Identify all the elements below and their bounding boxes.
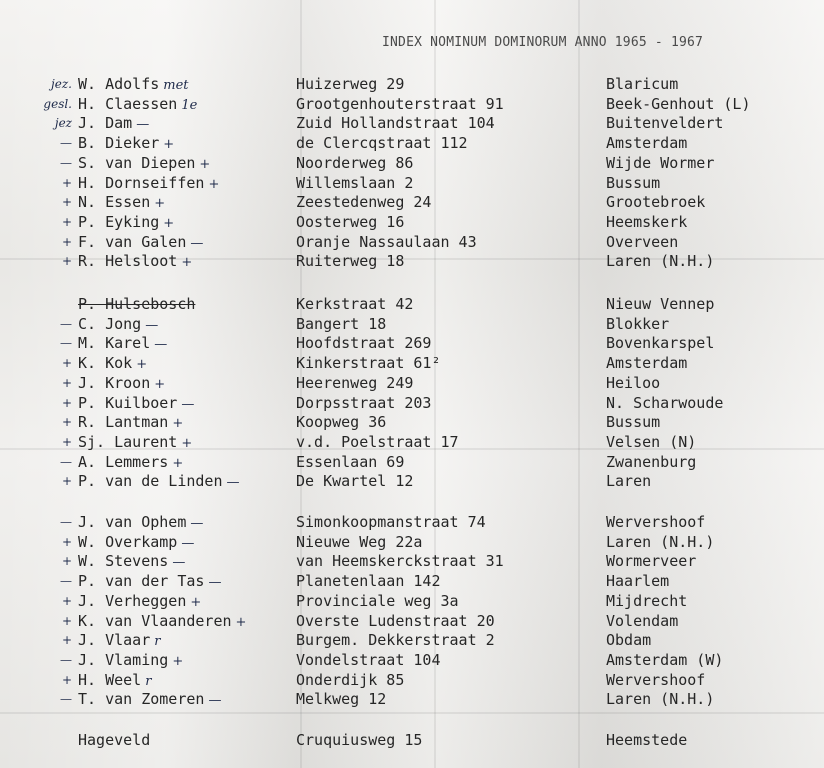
- street-address: Melkweg 12: [296, 690, 387, 709]
- handwritten-mark: +: [61, 613, 72, 628]
- city-name: Bussum: [606, 173, 661, 192]
- person-name-text: J. Verheggen: [78, 591, 187, 610]
- list-entry: [0, 294, 824, 314]
- street-address: Zuid Hollandstraat 104: [296, 114, 495, 133]
- handwritten-mark: +: [61, 195, 72, 210]
- city-name: Beek-Genhout (L): [606, 94, 751, 113]
- list-entry: [0, 251, 824, 271]
- person-name-text: Hageveld: [78, 731, 151, 749]
- list-entry: [0, 432, 824, 452]
- list-entry: [0, 611, 824, 631]
- handwritten-mark: —: [60, 316, 72, 331]
- city-name: Heemskerk: [606, 212, 688, 231]
- person-name-text: T. van Zomeren: [78, 690, 205, 709]
- handwritten-annotation: —: [208, 693, 222, 709]
- handwritten-mark: —: [60, 692, 72, 707]
- street-address: Ruiterweg 18: [296, 252, 405, 271]
- person-name: [78, 532, 194, 554]
- person-name-text: Sj. Laurent: [78, 432, 178, 451]
- list-entry: [0, 314, 824, 334]
- street-address: Koopweg 36: [296, 413, 387, 432]
- list-entry: [0, 412, 824, 432]
- city-name: Wervershoof: [606, 670, 706, 689]
- handwritten-annotation: +: [181, 435, 193, 451]
- city-name: N. Scharwoude: [606, 393, 724, 412]
- person-name: [78, 333, 167, 355]
- list-entry: [0, 393, 824, 413]
- handwritten-mark: jez: [54, 116, 72, 131]
- person-name: [78, 571, 221, 593]
- person-name-text: P. Hulsebosch: [78, 295, 196, 313]
- handwritten-annotation: —: [136, 117, 150, 133]
- person-name: [78, 512, 203, 534]
- person-name-text: P. Eyking: [78, 212, 160, 231]
- street-address: Bangert 18: [296, 314, 387, 333]
- person-name: [78, 611, 246, 633]
- person-name-text: W. Stevens: [78, 552, 169, 571]
- city-name: Wijde Wormer: [606, 153, 715, 172]
- person-name: [78, 689, 221, 711]
- city-name: Velsen (N): [606, 432, 697, 451]
- person-name: [78, 353, 147, 375]
- handwritten-mark: +: [61, 672, 72, 687]
- person-name-text: C. Jong: [78, 314, 142, 333]
- person-name-text: R. Helsloot: [78, 252, 178, 271]
- list-entry: [0, 113, 824, 133]
- handwritten-annotation: —: [172, 555, 186, 571]
- person-name: [78, 314, 158, 336]
- list-entry: [0, 532, 824, 552]
- city-name: Blaricum: [606, 75, 679, 93]
- person-name-text: H. Claessen: [78, 94, 178, 113]
- person-name-text: J. Kroon: [78, 373, 151, 392]
- person-name: [78, 133, 174, 155]
- handwritten-mark: jez.: [51, 77, 72, 91]
- person-name-text: P. van de Linden: [78, 472, 223, 491]
- person-name: [78, 650, 183, 672]
- handwritten-annotation: —: [181, 535, 195, 551]
- list-entry: [0, 212, 824, 232]
- document-header: INDEX NOMINUM DOMINORUM ANNO 1965 - 1967: [382, 35, 704, 50]
- list-entry: [0, 571, 824, 591]
- list-entry: [0, 373, 824, 393]
- street-address: Provinciale weg 3a: [296, 591, 459, 610]
- city-name: Zwanenburg: [606, 452, 697, 471]
- handwritten-mark: —: [60, 652, 72, 667]
- handwritten-annotation: +: [163, 215, 175, 231]
- handwritten-annotation: +: [172, 455, 184, 471]
- handwritten-annotation: —: [226, 475, 240, 491]
- list-entry: [0, 512, 824, 532]
- person-name: [78, 232, 203, 254]
- person-name: [78, 74, 189, 96]
- handwritten-annotation: r: [145, 673, 152, 689]
- handwritten-mark: +: [61, 395, 72, 410]
- street-address: Onderdijk 85: [296, 670, 405, 689]
- handwritten-annotation: +: [172, 653, 184, 669]
- street-address: Willemslaan 2: [296, 173, 414, 192]
- street-address: Grootgenhouterstraat 91: [296, 94, 504, 113]
- handwritten-mark: +: [61, 474, 72, 489]
- person-name: [78, 153, 210, 175]
- street-address: Overste Ludenstraat 20: [296, 611, 495, 630]
- person-name: [78, 412, 183, 434]
- list-entry: [0, 173, 824, 193]
- person-name: [78, 113, 149, 135]
- list-entry: [0, 94, 824, 114]
- city-name: Heemstede: [606, 731, 688, 749]
- person-name: [78, 551, 185, 573]
- list-entry: [0, 74, 824, 94]
- street-address: van Heemskerckstraat 31: [296, 552, 504, 571]
- street-address: Huizerweg 29: [296, 75, 405, 93]
- city-name: Amsterdam (W): [606, 650, 724, 669]
- handwritten-annotation: +: [163, 137, 175, 153]
- list-entry: [0, 353, 824, 373]
- handwritten-annotation: met: [163, 78, 189, 93]
- handwritten-mark: +: [61, 356, 72, 371]
- list-entry: [0, 232, 824, 252]
- list-entry: [0, 133, 824, 153]
- fold-line: [0, 712, 824, 714]
- city-name: Obdam: [606, 631, 652, 650]
- handwritten-mark: —: [60, 155, 72, 170]
- handwritten-annotation: —: [154, 337, 168, 353]
- street-address: de Clercqstraat 112: [296, 134, 468, 153]
- street-address: Planetenlaan 142: [296, 572, 441, 591]
- handwritten-mark: —: [60, 454, 72, 469]
- handwritten-annotation: +: [136, 357, 148, 373]
- list-entry: [0, 650, 824, 670]
- street-address: Burgem. Dekkerstraat 2: [296, 631, 495, 650]
- person-name: [78, 630, 160, 652]
- street-address: Cruquiusweg 15: [296, 731, 423, 749]
- person-name: [78, 192, 165, 214]
- street-address: Simonkoopmanstraat 74: [296, 513, 486, 531]
- handwritten-mark: +: [61, 175, 72, 190]
- list-entry: [0, 689, 824, 709]
- list-entry: [0, 471, 824, 491]
- person-name: [78, 94, 197, 116]
- street-address: De Kwartel 12: [296, 472, 414, 491]
- city-name: Overveen: [606, 232, 679, 251]
- city-name: Bussum: [606, 413, 661, 432]
- street-address: Kinkerstraat 61²: [296, 354, 441, 373]
- person-name-text: J. Vlaming: [78, 650, 169, 669]
- person-name-text: W. Overkamp: [78, 532, 178, 551]
- city-name: Laren (N.H.): [606, 690, 715, 709]
- person-name-text: M. Karel: [78, 334, 151, 353]
- city-name: Laren (N.H.): [606, 252, 715, 271]
- street-address: Hoofdstraat 269: [296, 334, 432, 353]
- handwritten-mark: +: [61, 633, 72, 648]
- person-name-text: J. Dam: [78, 114, 133, 133]
- street-address: Noorderweg 86: [296, 153, 414, 172]
- person-name-text: K. van Vlaanderen: [78, 611, 232, 630]
- street-address: Dorpsstraat 203: [296, 393, 432, 412]
- handwritten-annotation: —: [181, 396, 195, 412]
- person-name-text: B. Dieker: [78, 134, 160, 153]
- list-entry: [0, 551, 824, 571]
- person-name-text: H. Weel: [78, 670, 142, 689]
- city-name: Bovenkarspel: [606, 334, 715, 353]
- person-name: [78, 294, 199, 316]
- city-name: Amsterdam: [606, 354, 688, 373]
- person-name-text: S. van Diepen: [78, 153, 196, 172]
- city-name: Wormerveer: [606, 552, 697, 571]
- list-entry: [0, 670, 824, 690]
- city-name: Grootebroek: [606, 193, 706, 212]
- handwritten-annotation: +: [154, 376, 166, 392]
- person-name-text: P. van der Tas: [78, 572, 205, 591]
- handwritten-annotation: 1e: [181, 97, 198, 113]
- person-name: [78, 730, 154, 752]
- street-address: Oosterweg 16: [296, 212, 405, 231]
- handwritten-mark: +: [61, 434, 72, 449]
- city-name: Mijdrecht: [606, 591, 688, 610]
- person-name: [78, 452, 183, 474]
- list-entry: [0, 452, 824, 472]
- handwritten-mark: +: [61, 234, 72, 249]
- handwritten-annotation: +: [208, 176, 220, 192]
- street-address: Essenlaan 69: [296, 452, 405, 471]
- city-name: Wervershoof: [606, 513, 706, 531]
- handwritten-annotation: +: [199, 156, 211, 172]
- person-name-text: W. Adolfs: [78, 75, 160, 93]
- city-name: Amsterdam: [606, 134, 688, 153]
- person-name-text: P. Kuilboer: [78, 393, 178, 412]
- handwritten-mark: —: [60, 515, 72, 529]
- street-address: Heerenweg 249: [296, 373, 414, 392]
- handwritten-mark: +: [61, 593, 72, 608]
- handwritten-mark: gesl.: [43, 96, 72, 111]
- person-name: [78, 373, 165, 395]
- person-name: [78, 432, 192, 454]
- handwritten-mark: +: [61, 375, 72, 390]
- person-name-text: K. Kok: [78, 354, 133, 373]
- handwritten-annotation: —: [145, 317, 159, 333]
- list-entry: [0, 591, 824, 611]
- city-name: Laren: [606, 472, 652, 491]
- handwritten-annotation: +: [190, 594, 202, 610]
- person-name: [78, 173, 219, 195]
- person-name: [78, 670, 151, 692]
- street-address: Zeestedenweg 24: [296, 193, 432, 212]
- city-name: Buitenveldert: [606, 114, 724, 133]
- street-address: Vondelstraat 104: [296, 650, 441, 669]
- person-name: [78, 471, 240, 493]
- street-address: Oranje Nassaulaan 43: [296, 232, 477, 251]
- handwritten-mark: +: [61, 214, 72, 229]
- handwritten-mark: +: [61, 554, 72, 569]
- person-name: [78, 251, 192, 273]
- handwritten-annotation: r: [154, 634, 161, 650]
- handwritten-mark: —: [60, 336, 72, 351]
- list-entry: [0, 630, 824, 650]
- handwritten-annotation: +: [235, 614, 247, 630]
- street-address: Kerkstraat 42: [296, 295, 414, 313]
- person-name-text: J. van Ophem: [78, 513, 187, 531]
- city-name: Nieuw Vennep: [606, 295, 715, 313]
- city-name: Haarlem: [606, 572, 670, 591]
- street-address: v.d. Poelstraat 17: [296, 432, 459, 451]
- city-name: Volendam: [606, 611, 679, 630]
- person-name-text: R. Lantman: [78, 413, 169, 432]
- handwritten-mark: +: [61, 254, 72, 269]
- person-name-text: J. Vlaar: [78, 631, 151, 650]
- person-name-text: A. Lemmers: [78, 452, 169, 471]
- city-name: Blokker: [606, 314, 670, 333]
- city-name: Heiloo: [606, 373, 661, 392]
- list-entry: [0, 333, 824, 353]
- handwritten-mark: —: [60, 574, 72, 589]
- handwritten-annotation: +: [181, 255, 193, 271]
- city-name: Laren (N.H.): [606, 532, 715, 551]
- list-entry: [0, 730, 824, 750]
- person-name-text: H. Dornseiffen: [78, 173, 205, 192]
- person-name: [78, 212, 174, 234]
- handwritten-mark: —: [60, 136, 72, 151]
- person-name-text: N. Essen: [78, 193, 151, 212]
- handwritten-annotation: +: [154, 196, 166, 212]
- list-entry: [0, 192, 824, 212]
- street-address: Nieuwe Weg 22a: [296, 532, 423, 551]
- person-name: [78, 591, 201, 613]
- person-name: [78, 393, 194, 415]
- handwritten-annotation: —: [208, 575, 222, 591]
- list-entry: [0, 153, 824, 173]
- handwritten-annotation: —: [190, 235, 204, 251]
- person-name-text: F. van Galen: [78, 232, 187, 251]
- handwritten-annotation: +: [172, 416, 184, 432]
- handwritten-mark: +: [61, 415, 72, 430]
- handwritten-mark: +: [61, 534, 72, 549]
- handwritten-annotation: —: [190, 516, 204, 531]
